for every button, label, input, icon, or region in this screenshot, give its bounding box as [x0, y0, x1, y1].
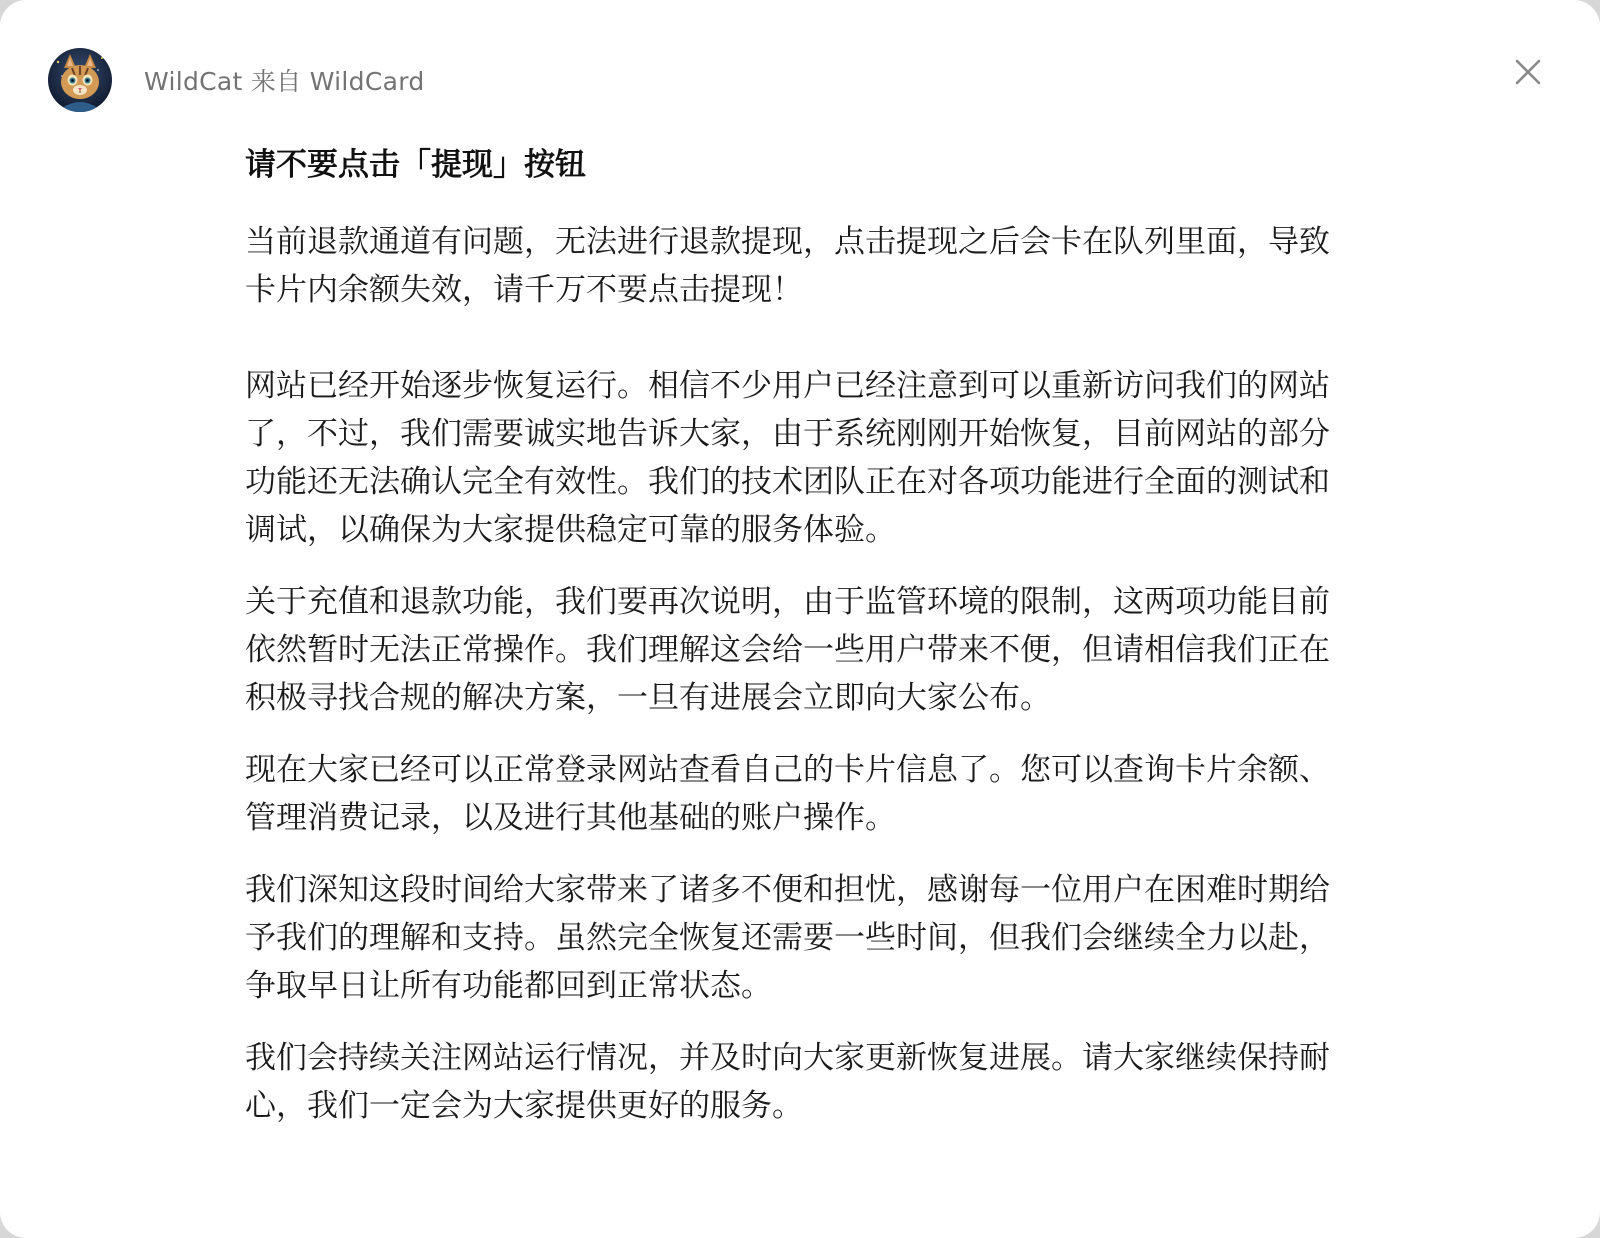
sender-name: WildCat 来自 WildCard [144, 67, 425, 96]
message-paragraph: 当前退款通道有问题，无法进行退款提现，点击提现之后会卡在队列里面，导致卡片内余额失效，请千万不要点击提现！ [245, 224, 1330, 308]
close-icon[interactable] [1508, 52, 1548, 92]
message-title: 请不要点击「提现」按钮 [245, 147, 586, 183]
message-paragraph: 我们会持续关注网站运行情况，并及时向大家更新恢复进展。请大家继续保持耐心，我们一定会为大家提供更好的服务。 [245, 1040, 1330, 1124]
message-paragraph: 现在大家已经可以正常登录网站查看自己的卡片信息了。您可以查询卡片余额、管理消费记录，以及进行其他基础的账户操作。 [245, 752, 1330, 836]
message-body [245, 142, 1335, 1154]
message-paragraph: 网站已经开始逐步恢复运行。相信不少用户已经注意到可以重新访问我们的网站了，不过，我们需要诚实地告诉大家，由于系统刚刚开始恢复，目前网站的部分功能还无法确认完全有效性。我们的技术团队正在对各项功能进行全面的测试和调试，以确保为大家提供稳定可靠的服务体验。 [245, 368, 1330, 548]
message-paragraph: 我们深知这段时间给大家带来了诸多不便和担忧，感谢每一位用户在困难时期给予我们的理解和支持。虽然完全恢复还需要一些时间，但我们会继续全力以赴，争取早日让所有功能都回到正常状态。 [245, 872, 1330, 1004]
message-paragraph: 关于充值和退款功能，我们要再次说明，由于监管环境的限制，这两项功能目前依然暂时无法正常操作。我们理解这会给一些用户带来不便，但请相信我们正在积极寻找合规的解决方案，一旦有进展会立即向大家公布。 [245, 584, 1330, 716]
message-header [48, 48, 425, 112]
cat-avatar-icon [48, 48, 112, 112]
